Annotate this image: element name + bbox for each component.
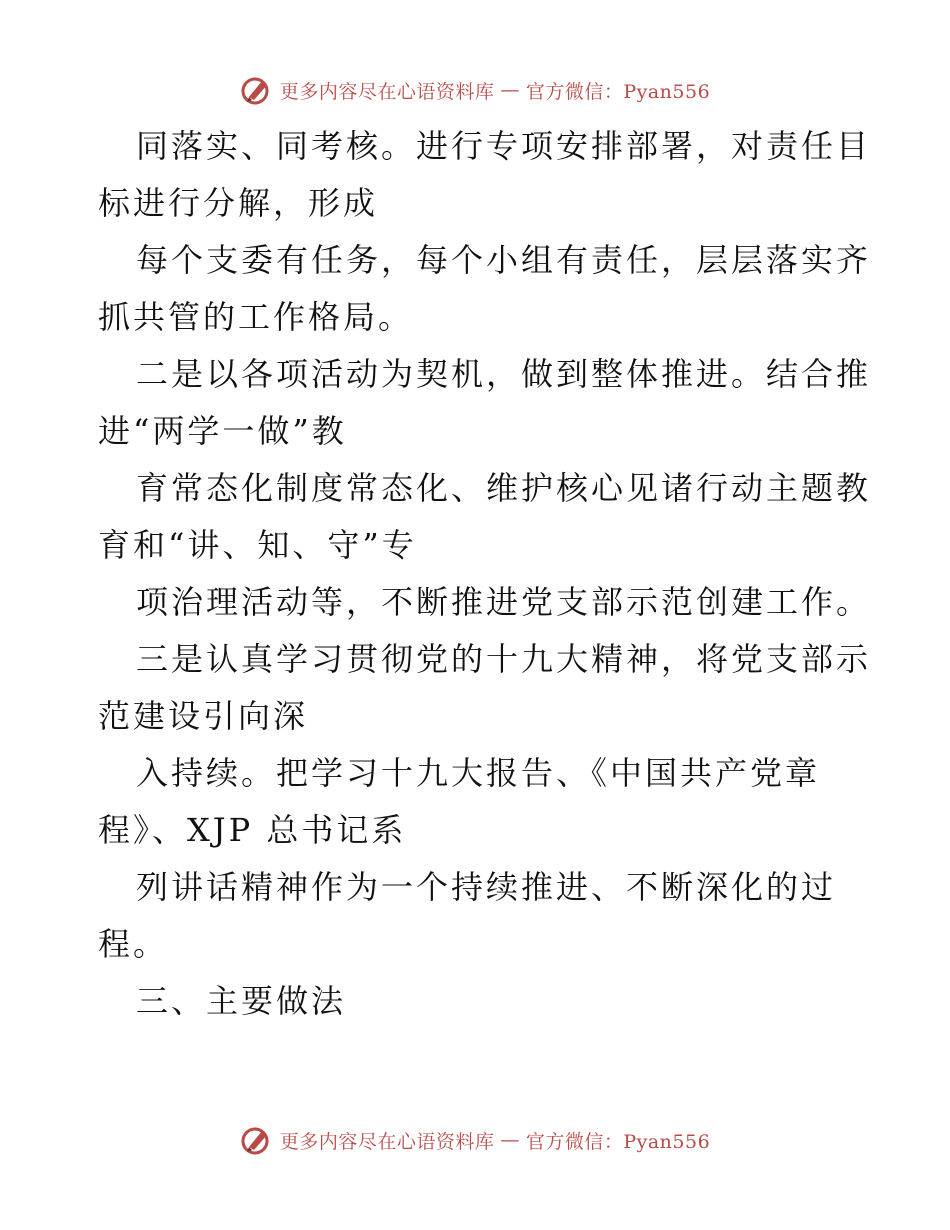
header-banner: [0, 70, 950, 110]
body-line: 抓共管的工作格局。: [98, 298, 414, 336]
body-line: 入持续。把学习十九大报告、《中国共产党章: [136, 754, 821, 792]
body-line: 程》、XJP 总书记系: [98, 811, 407, 849]
body-line: 标进行分解，形成: [98, 184, 379, 222]
body-line: 育常态化制度常态化、维护核心见诸行动主题教: [136, 469, 872, 507]
body-line: 列讲话精神作为一个持续推进、不断深化的过: [136, 868, 837, 906]
body-line: 育和“讲、知、守”专: [98, 526, 417, 564]
body-line: 三是认真学习贯彻党的十九大精神，将党支部示: [136, 640, 872, 678]
banner-dash: —: [500, 1129, 520, 1151]
body-line: 每个支委有任务，每个小组有责任，层层落实齐: [136, 241, 872, 279]
banner-dash: —: [500, 79, 520, 101]
banner-brand-text: 更多内容尽在心语资料库: [279, 1130, 495, 1153]
body-line: 范建设引向深: [98, 697, 309, 735]
body-line: 同落实、同考核。进行专项安排部署，对责任目: [136, 127, 872, 165]
pen-logo-icon: [240, 1123, 274, 1157]
body-line: 进“两学一做”教: [98, 412, 347, 450]
banner-contact-text: 官方微信：Pyan556: [525, 80, 711, 103]
footer-banner: [0, 1120, 950, 1160]
body-line: 项治理活动等，不断推进党支部示范创建工作。: [136, 583, 872, 621]
pen-logo-icon: [240, 73, 274, 107]
body-line: 程。: [98, 925, 169, 963]
banner-contact-text: 官方微信：Pyan556: [525, 1130, 711, 1153]
banner-brand-text: 更多内容尽在心语资料库: [279, 80, 495, 103]
body-line: 二是以各项活动为契机，做到整体推进。结合推: [136, 355, 872, 393]
document-body: [98, 118, 872, 1030]
section-heading: 三、主要做法: [136, 982, 347, 1020]
